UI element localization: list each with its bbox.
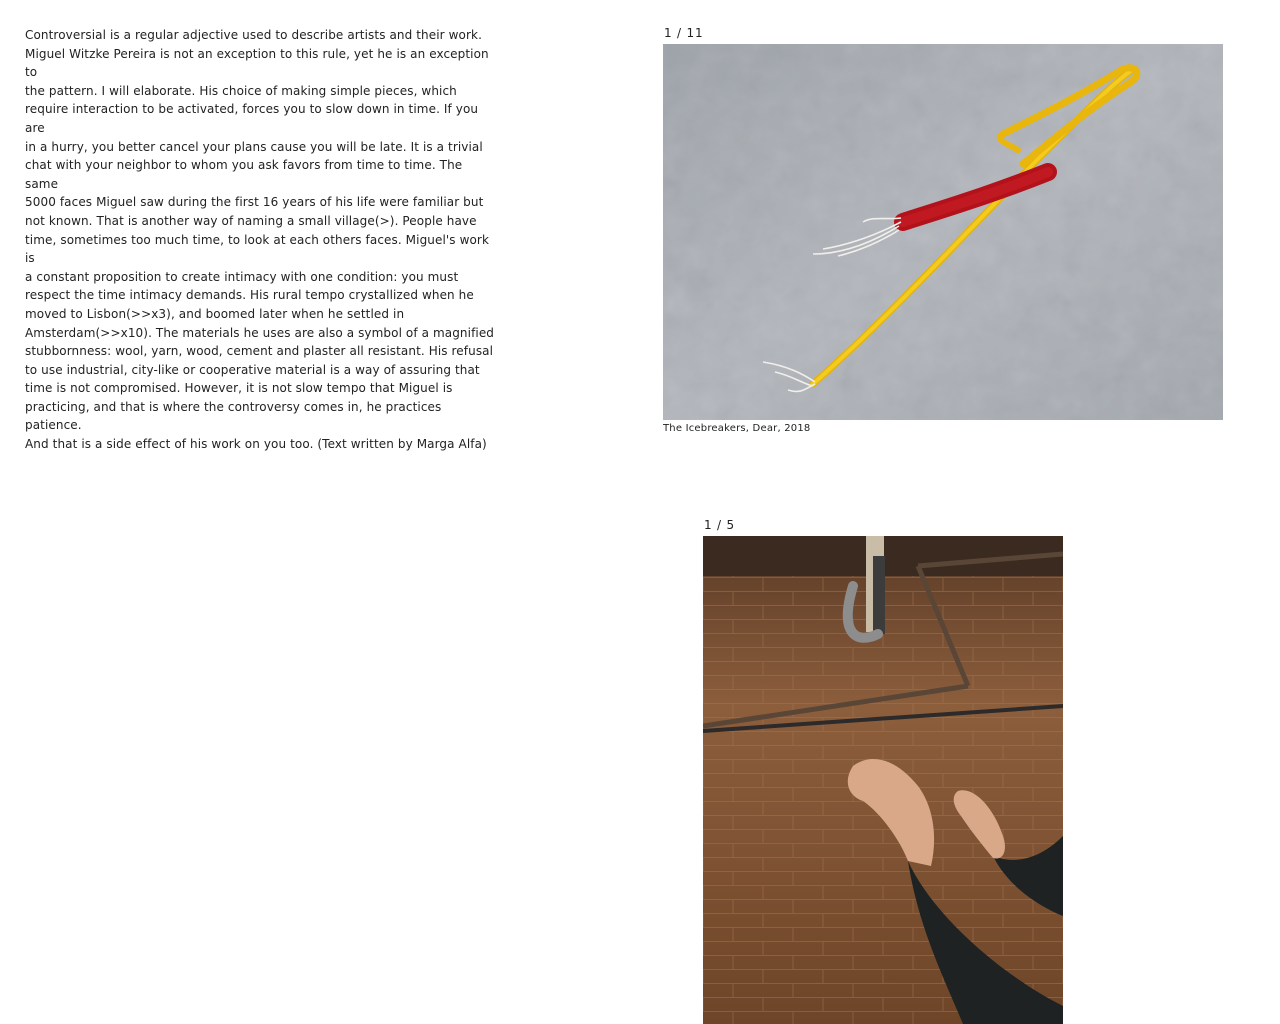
gallery-2-counter: 1 / 5 (704, 518, 735, 532)
hands-photo (703, 536, 1063, 1024)
gallery-1-counter: 1 / 11 (664, 26, 704, 40)
icebreakers-photo (663, 44, 1223, 420)
gallery-1-image[interactable] (663, 44, 1223, 420)
gallery-1-caption: The Icebreakers, Dear, 2018 (663, 423, 811, 434)
essay-text: Controversial is a regular adjective used to describe artists and their work. Miguel Witzke Pereira is not an exception to this rule, yet he is an exception to the pattern. I will elaborate. His choice of making simple pieces, which require interaction to be activated, forces you to slow down in time. If you are in a hurry, you better cancel your plans cause you will be late. It is a trivial chat with your neighbor to whom you ask favors from time to time. The same 5000 faces Miguel saw during the first 16 years of his life were familiar but not known. That is another way of naming a small village(>). People have time, sometimes too much time, to look at each others faces. Miguel's work is a constant proposition to create intimacy with one condition: you must respect the time intimacy demands. His rural tempo crystallized when he moved to Lisbon(>>x3), and boomed later when he settled in Amsterdam(>>x10). The materials he uses are also a symbol of a magnified stubbornness: wool, yarn, wood, cement and plaster all resistant. His refusal to use industrial, city-like or cooperative material is a way of assuring that time is not compromised. However, it is not slow tempo that Miguel is practicing, and that is where the controversy comes in, he practices patience. And that is a side effect of his work on you too. (Text written by Marga Alfa) (25, 28, 495, 452)
gallery-2-image[interactable] (703, 536, 1063, 1024)
